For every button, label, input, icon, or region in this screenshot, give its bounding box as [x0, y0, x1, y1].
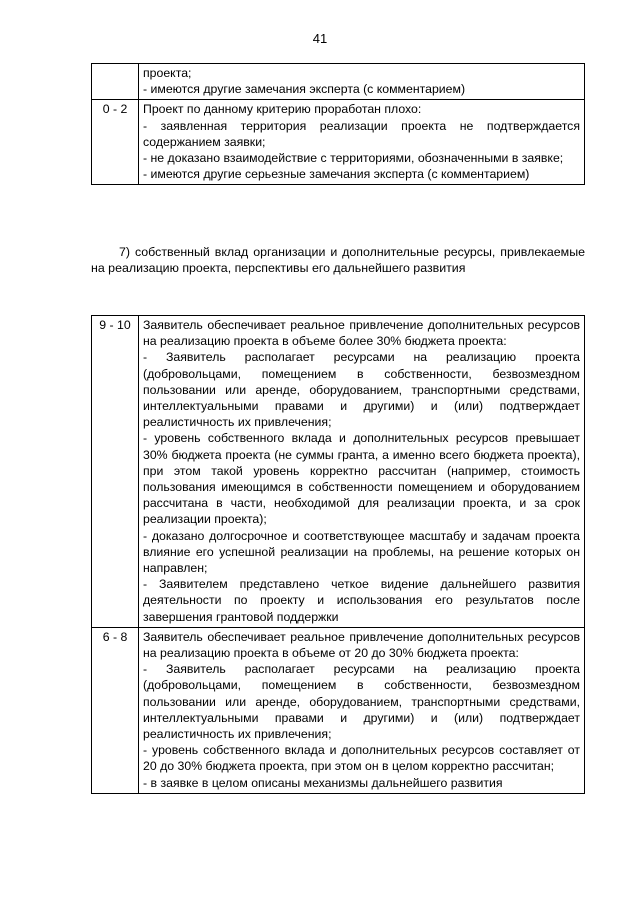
table-row: [92, 316, 585, 628]
description-cell: [139, 627, 585, 793]
description-line: - Заявитель располагает ресурсами на реализацию проекта (добровольцами, помещением в собственности, безвозмездном пользовании или аренде, оборудованием, транспортными средствами, интеллектуальными правами и другими) и (или) подтверждает реалистичность их привлечения;: [143, 350, 580, 430]
table-row: [92, 64, 585, 100]
description-cell: [139, 64, 585, 100]
criterion-heading-text: 7) собственный вклад организации и дополнительные ресурсы, привлекаемые на реализацию проекта, перспективы его дальнейшего развития: [91, 245, 585, 276]
description-line: - не доказано взаимодействие с территориями, обозначенными в заявке;: [143, 151, 564, 166]
description-line: - имеются другие серьезные замечания эксперта (с комментарием): [143, 167, 530, 182]
criterion-paragraph: [91, 244, 585, 276]
table-row: [92, 100, 585, 185]
description-line: Заявитель обеспечивает реальное привлечение дополнительных ресурсов на реализацию проекта в объеме более 30% бюджета проекта:: [143, 318, 580, 349]
description-line: Заявитель обеспечивает реальное привлечение дополнительных ресурсов на реализацию проекта в объеме от 20 до 30% бюджета проекта:: [143, 629, 580, 661]
description-line: проекта;: [143, 66, 192, 80]
description-cell: [139, 100, 585, 185]
description-line: - доказано долгосрочное и соответствующее масштабу и задачам проекта влияние его успешной реализации на проблемы, на решение которых он направлен;: [143, 528, 580, 576]
table-row: [92, 627, 585, 793]
description-line: Проект по данному критерию проработан плохо:: [143, 102, 422, 117]
criteria-table-bottom: [91, 315, 585, 794]
description-line: - в заявке в целом описаны механизмы дальнейшего развития: [143, 775, 503, 790]
score-cell: 6 - 8: [92, 627, 139, 793]
score-cell: [92, 64, 139, 100]
description-line: - уровень собственного вклада и дополнительных ресурсов составляет от 20 до 30% бюджета проекта, при этом он в целом корректно рассчитан;: [143, 743, 580, 774]
description-line: - Заявителем представлено четкое видение дальнейшего развития деятельности по проекту и использования его результатов после завершения грантовой поддержки: [143, 577, 580, 624]
description-line: - имеются другие замечания эксперта (с комментарием): [143, 82, 466, 97]
description-cell: [139, 316, 585, 628]
score-cell: 0 - 2: [92, 100, 139, 185]
score-cell: 9 - 10: [92, 316, 139, 628]
criteria-table-top: [91, 63, 585, 185]
page-number: 41: [312, 31, 328, 46]
description-line: - заявленная территория реализации проекта не подтверждается содержанием заявки;: [143, 118, 580, 149]
description-line: - уровень собственного вклада и дополнительных ресурсов превышает 30% бюджета проекта (не суммы гранта, а именно всего бюджета проекта), при этом такой уровень корректно рассчитан (например, стоимость пользования имеющимся в собственности помещением и оборудованием рассчитана в части, необходимой для реализации проекта, и за срок реализации проекта);: [143, 431, 580, 527]
description-line: - Заявитель располагает ресурсами на реализацию проекта (добровольцами, помещением в собственности, безвозмездном пользовании или аренде, оборудованием, транспортными средствами, интеллектуальными правами и другими) и (или) подтверждает реалистичность их привлечения;: [143, 662, 580, 742]
